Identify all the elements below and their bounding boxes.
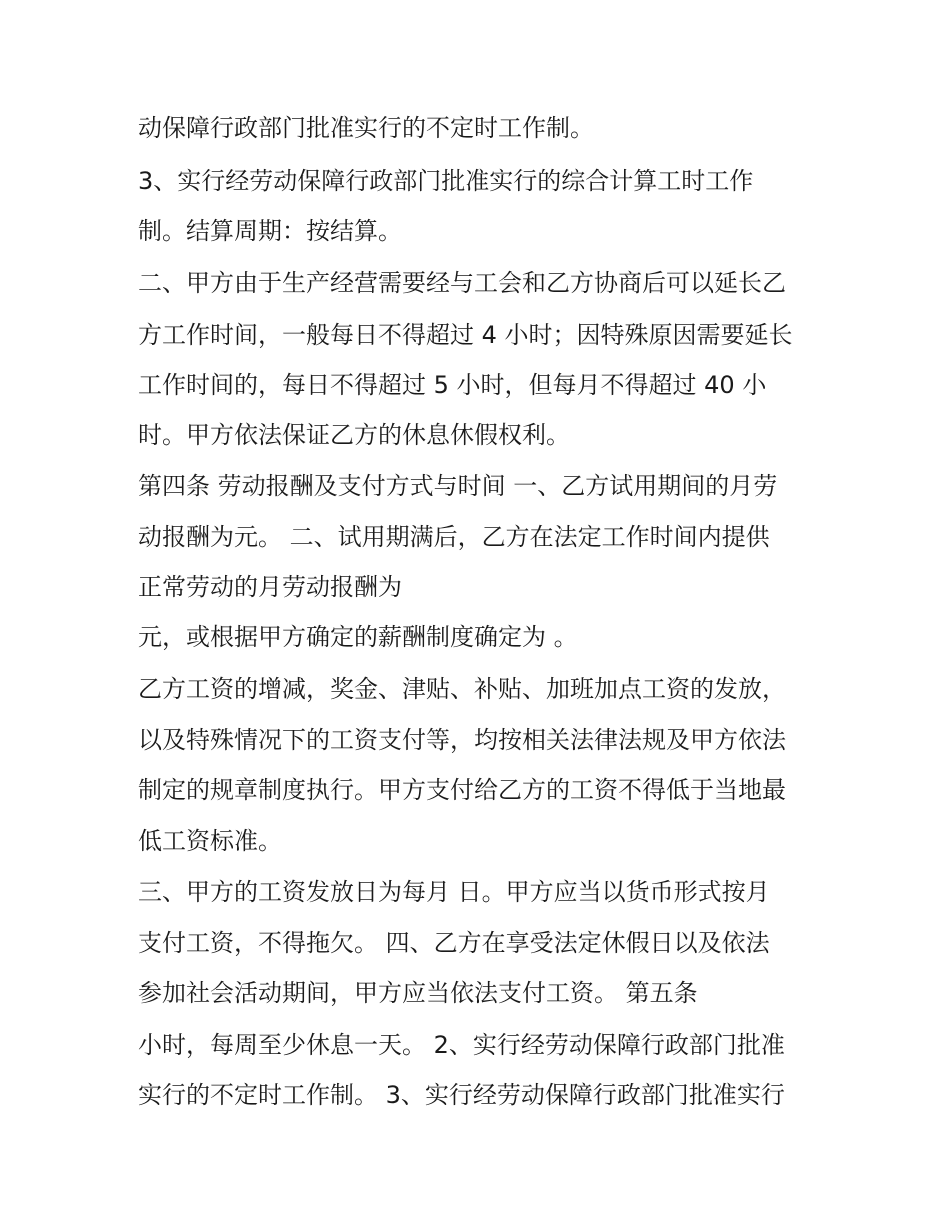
text-line: 动保障行政部门批准实行的不定时工作制。	[138, 114, 594, 142]
text-line: 制定的规章制度执行。甲方支付给乙方的工资不得低于当地最	[138, 776, 786, 804]
text-line: 正常劳动的月劳动报酬为	[138, 573, 402, 601]
text-line: 第四条 劳动报酬及支付方式与时间 一、乙方试用期间的月劳	[138, 472, 778, 500]
text-line: 乙方工资的增减，奖金、津贴、补贴、加班加点工资的发放，	[138, 675, 786, 703]
text-line: 三、甲方的工资发放日为每月 日。甲方应当以货币形式按月	[138, 878, 770, 906]
text-line: 动报酬为元。 二、试用期满后，乙方在法定工作时间内提供	[138, 523, 770, 551]
text-line: 工作时间的，每日不得超过 5 小时，但每月不得超过 40 小	[138, 371, 767, 399]
text-line: 二、甲方由于生产经营需要经与工会和乙方协商后可以延长乙	[138, 269, 786, 297]
text-line: 小时，每周至少休息一天。 2、实行经劳动保障行政部门批准	[138, 1031, 785, 1059]
text-line: 以及特殊情况下的工资支付等，均按相关法律法规及甲方依法	[138, 726, 786, 754]
text-line: 制。结算周期：按结算。	[138, 217, 402, 245]
text-line: 支付工资，不得拖欠。 四、乙方在享受法定休假日以及依法	[138, 929, 770, 957]
text-line: 元，或根据甲方确定的薪酬制度确定为 。	[138, 623, 578, 651]
text-line: 时。甲方依法保证乙方的休息休假权利。	[138, 421, 570, 449]
text-line: 3、实行经劳动保障行政部门批准实行的综合计算工时工作	[138, 167, 754, 195]
text-line: 方工作时间，一般每日不得超过 4 小时；因特殊原因需要延长	[138, 321, 793, 349]
text-line: 低工资标准。	[138, 827, 282, 855]
text-line: 实行的不定时工作制。 3、实行经劳动保障行政部门批准实行	[138, 1081, 785, 1109]
text-line: 参加社会活动期间，甲方应当依法支付工资。 第五条	[138, 979, 698, 1007]
